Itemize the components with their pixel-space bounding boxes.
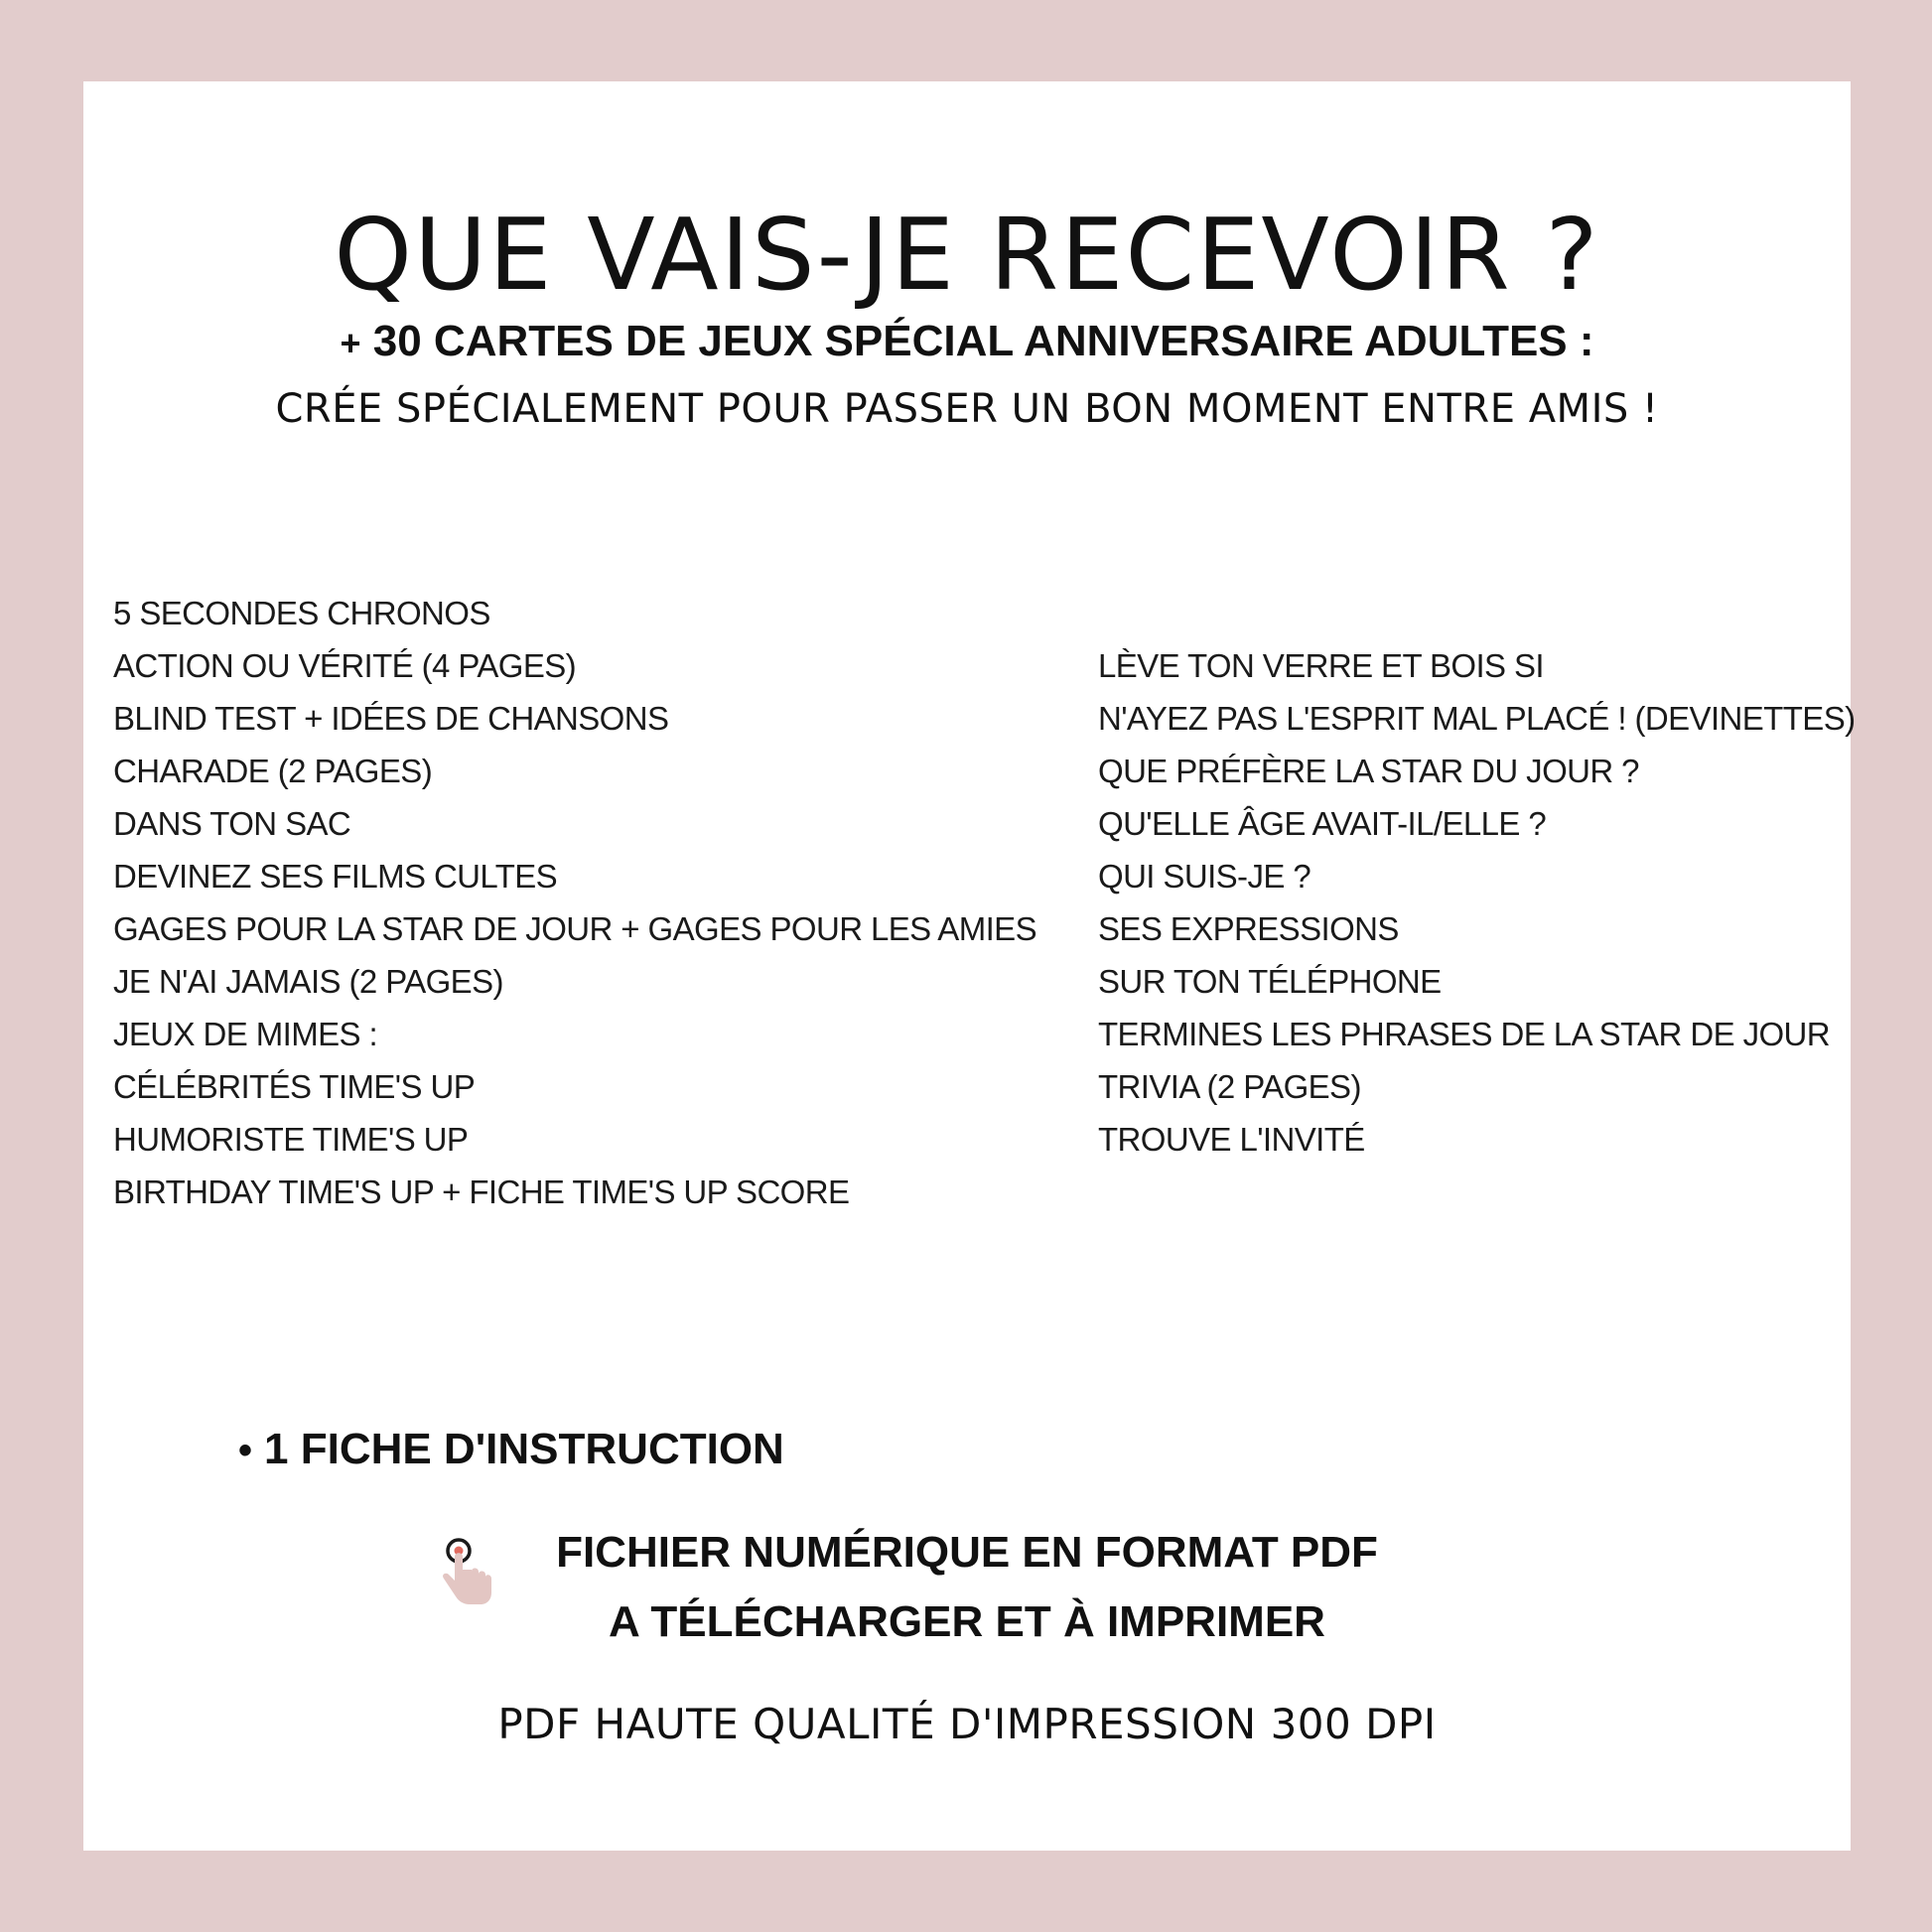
- list-item: TERMINES LES PHRASES DE LA STAR DE JOUR: [1098, 1016, 1831, 1052]
- instruction-text: 1 FICHE D'INSTRUCTION: [264, 1425, 784, 1473]
- list-item: QUE PRÉFÈRE LA STAR DU JOUR ?: [1098, 753, 1639, 789]
- list-item: BIRTHDAY TIME'S UP + FICHE TIME'S UP SCORE: [113, 1173, 850, 1210]
- list-item: JEUX DE MIMES :: [113, 1016, 378, 1052]
- list-item: LÈVE TON VERRE ET BOIS SI: [1098, 647, 1544, 684]
- subtitle-light: CRÉE SPÉCIALEMENT POUR PASSER UN BON MOMENT ENTRE AMIS !: [275, 386, 1659, 432]
- list-item: N'AYEZ PAS L'ESPRIT MAL PLACÉ ! (DEVINETTES): [1098, 700, 1856, 737]
- list-item: DEVINEZ SES FILMS CULTES: [113, 858, 558, 895]
- list-item: SUR TON TÉLÉPHONE: [1098, 963, 1442, 1000]
- list-item: CHARADE (2 PAGES): [113, 753, 433, 789]
- list-item: 5 SECONDES CHRONOS: [113, 595, 490, 631]
- list-item: QU'ELLE ÂGE AVAIT-IL/ELLE ?: [1098, 805, 1547, 842]
- pdf-line-1: FICHIER NUMÉRIQUE EN FORMAT PDF: [556, 1528, 1378, 1577]
- list-item: TRIVIA (2 PAGES): [1098, 1068, 1361, 1105]
- content-card: [83, 81, 1856, 1851]
- page-title: QUE VAIS-JE RECEVOIR ?: [334, 197, 1600, 313]
- list-item: SES EXPRESSIONS: [1098, 910, 1399, 947]
- list-item: TROUVE L'INVITÉ: [1098, 1121, 1365, 1158]
- pdf-info: [83, 1518, 1851, 1657]
- subtitle-bold-text: 30 CARTES DE JEUX SPÉCIAL ANNIVERSAIRE ADULTES :: [372, 317, 1594, 365]
- list-item: GAGES POUR LA STAR DE JOUR + GAGES POUR LES AMIES: [113, 910, 1037, 947]
- pdf-line-2: A TÉLÉCHARGER ET À IMPRIMER: [609, 1597, 1325, 1646]
- quality-note: PDF HAUTE QUALITÉ D'IMPRESSION 300 DPI: [497, 1700, 1437, 1748]
- subtitle-bold: [83, 316, 1851, 368]
- instruction-line: [238, 1424, 784, 1476]
- list-item: CÉLÉBRITÉS TIME'S UP: [113, 1068, 476, 1105]
- list-item: ACTION OU VÉRITÉ (4 PAGES): [113, 647, 577, 684]
- list-item: JE N'AI JAMAIS (2 PAGES): [113, 963, 503, 1000]
- bullet: •: [238, 1429, 253, 1472]
- games-list-left: [113, 587, 1036, 1218]
- list-item: HUMORISTE TIME'S UP: [113, 1121, 469, 1158]
- list-item: DANS TON SAC: [113, 805, 351, 842]
- list-item: QUI SUIS-JE ?: [1098, 858, 1311, 895]
- games-list-right: [1098, 639, 1856, 1166]
- subtitle-plus: +: [340, 323, 361, 363]
- list-item: BLIND TEST + IDÉES DE CHANSONS: [113, 700, 669, 737]
